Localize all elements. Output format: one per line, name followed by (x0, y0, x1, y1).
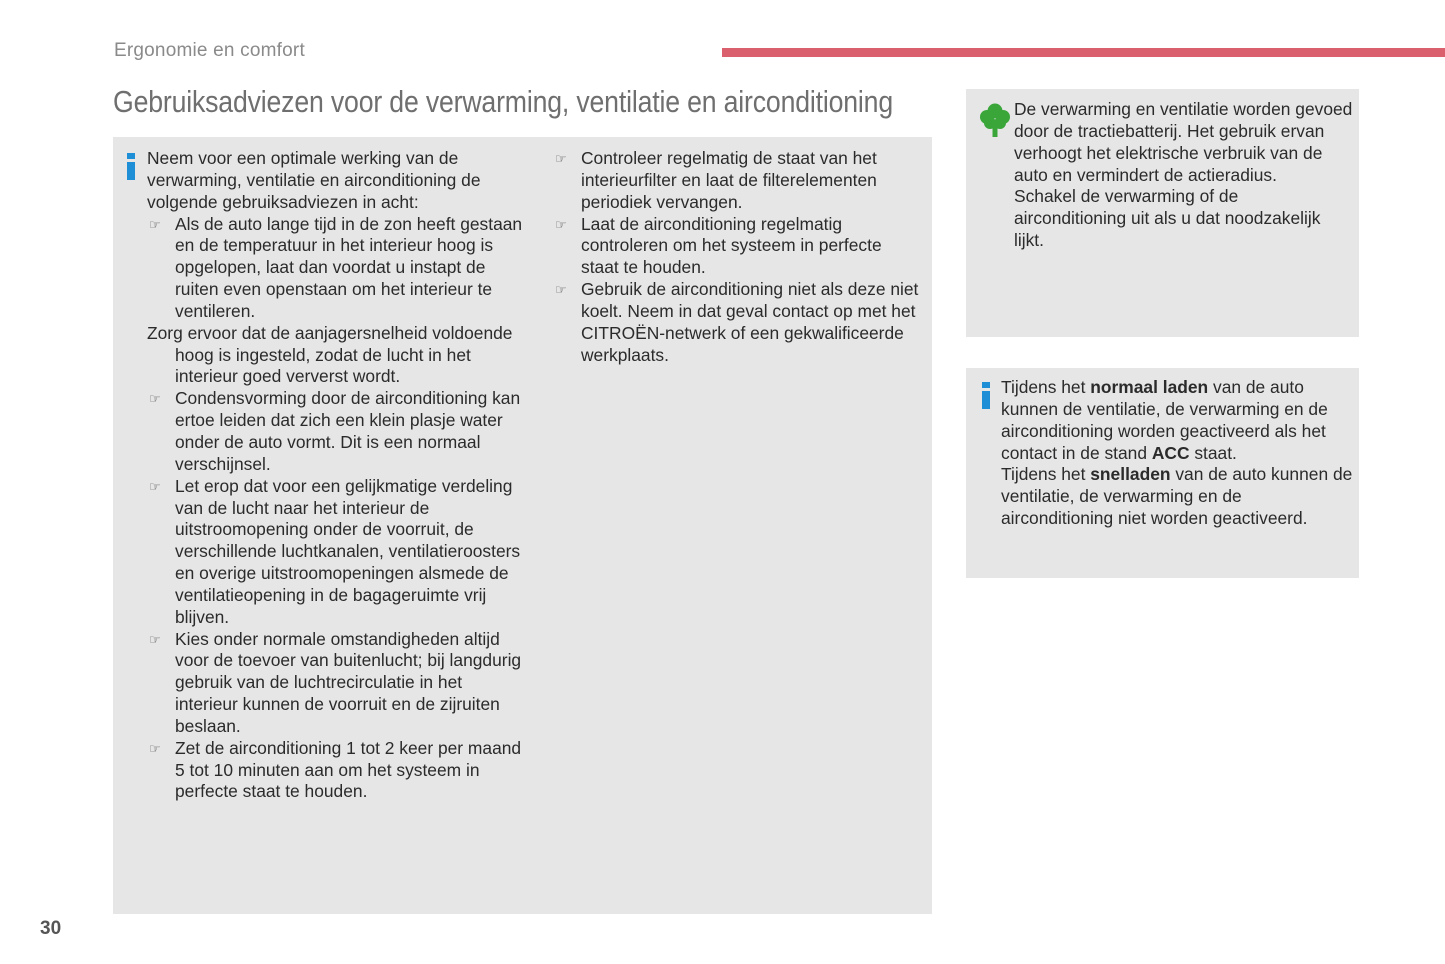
tree-icon (979, 102, 1011, 138)
advice-continuation: Zorg ervoor dat de aanjagersnelheid voldoende hoog is ingesteld, zodat de lucht in het interieur goed ververst wordt. (147, 322, 513, 387)
advice-intro: Neem voor een optimale werking van de verwarming, ventilatie en airconditioning de volgende gebruiksadviezen in acht: (147, 148, 481, 212)
info-icon (980, 382, 992, 410)
advice-item: ☞ Gebruik de airconditioning niet als deze niet koelt. Neem in dat geval contact op met het CITROËN-netwerk of een gekwalificeerde werkplaats. (555, 279, 919, 365)
page-number: 30 (40, 918, 62, 939)
advice-item: ☞ Let erop dat voor een gelijkmatige verdeling van de lucht naar het interieur de uitstroomopening onder de voorruit, de verschillende luchtkanalen, ventilatieroosters en overige uitstroomopeningen alsmede de ventilatieopening in de bagageruimte vrij blijven. (149, 475, 521, 627)
charging-note-text (1001, 377, 1356, 530)
section-accent-bar (722, 48, 1445, 57)
info-icon (125, 153, 137, 181)
advice-item: ☞ Kies onder normale omstandigheden altijd voor de toevoer van buitenlucht; bij langdurig gebruik van de luchtrecirculatie in het interieur kunnen de voorruit en de zijruiten beslaan. (149, 628, 522, 736)
advice-item: ☞ Controleer regelmatig de staat van het interieurfilter en laat de filterelementen periodiek vervangen. (555, 148, 877, 212)
pointing-hand-icon: ☞ (149, 741, 161, 757)
pointing-hand-icon: ☞ (149, 632, 161, 648)
eco-note-box (966, 89, 1359, 337)
advice-item: ☞ Zet de airconditioning 1 tot 2 keer per maand 5 tot 10 minuten aan om het systeem in perfecte staat te houden. (149, 737, 522, 802)
pointing-hand-icon: ☞ (555, 152, 567, 167)
advice-column-right (553, 148, 923, 366)
advice-item: ☞ Als de auto lange tijd in de zon heeft gestaan en de temperatuur in het interieur hoog is opgelopen, laat dan voordat u instapt de ruiten even openstaan om het interieur te ventileren. (149, 213, 523, 321)
charging-note-box (966, 368, 1359, 578)
eco-note-text (1014, 99, 1354, 252)
pointing-hand-icon: ☞ (149, 479, 161, 495)
advice-item: ☞ Condensvorming door de airconditioning kan ertoe leiden dat zich een klein plasje water onder de auto vormt. Dit is een normaal verschijnsel. (149, 388, 521, 474)
pointing-hand-icon: ☞ (555, 217, 567, 233)
charging-note-para: Tijdens het normaal laden van de auto kunnen de ventilatie, de verwarming en de airconditioning worden geactiveerd als het contact in de stand ACC staat. (1001, 377, 1328, 463)
pointing-hand-icon: ☞ (149, 217, 161, 233)
page-title: Gebruiksadviezen voor de verwarming, ventilatie en airconditioning (113, 84, 893, 119)
eco-note-para: Schakel de verwarming of de airconditioning uit als u dat noodzakelijk lijkt. (1014, 186, 1321, 251)
charging-note-para: Tijdens het snelladen van de auto kunnen de ventilatie, de verwarming en de airconditioning niet worden geactiveerd. (1001, 464, 1353, 529)
section-label: Ergonomie en comfort (114, 40, 305, 61)
advice-item: ☞ Laat de airconditioning regelmatig controleren om het systeem in perfecte staat te houden. (555, 213, 882, 278)
advice-column-left (147, 148, 527, 803)
pointing-hand-icon: ☞ (555, 283, 567, 299)
pointing-hand-icon: ☞ (149, 392, 161, 408)
advice-box (113, 137, 932, 914)
eco-note-para: De verwarming en ventilatie worden gevoed door de tractiebatterij. Het gebruik ervan verhoogt het elektrische verbruik van de auto en vermindert de actieradius. (1014, 99, 1353, 185)
